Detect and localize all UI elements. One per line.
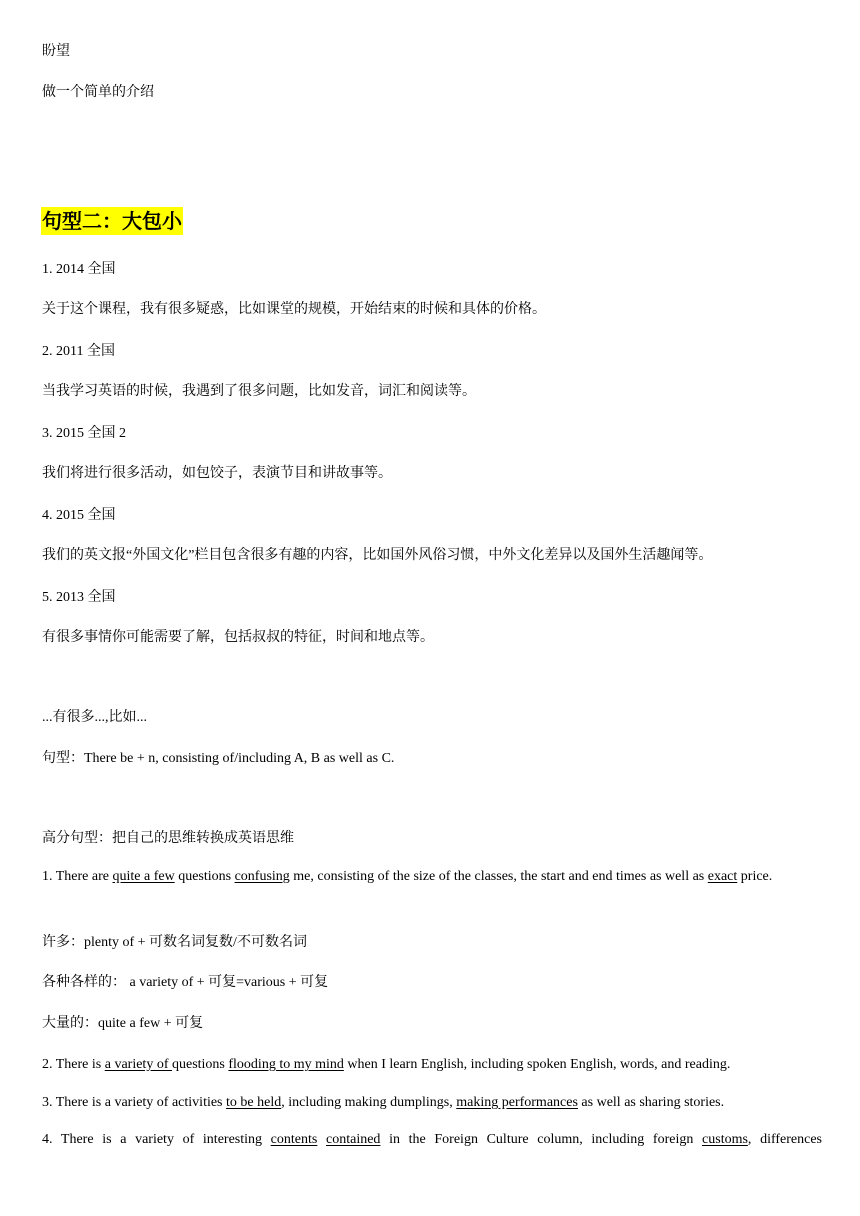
- underlined-phrase: to be held: [226, 1095, 282, 1110]
- example-text: 有很多事情你可能需要了解，包括叔叔的特征，时间和地点等。: [42, 630, 434, 645]
- example-source: 5. 2013 全国: [42, 590, 116, 605]
- example-sentence-1: 1. There are quite a few questions confusing me, consisting of the size of the classes, the start and end times as well as exact price.: [42, 869, 773, 884]
- text-line: 做一个简单的介绍: [42, 85, 154, 100]
- underlined-phrase: making performances: [456, 1095, 578, 1110]
- vocab-line: 大量的：quite a few + 可复: [42, 1016, 204, 1031]
- underlined-phrase: customs: [702, 1132, 748, 1147]
- example-sentence-3: 3. There is a variety of activities to be held, including making dumplings, making performances as well as sharing stories.: [42, 1095, 725, 1110]
- pattern-structure: 句型：There be + n, consisting of/including A, B as well as C.: [42, 751, 395, 766]
- text-line: 盼望: [42, 44, 70, 59]
- underlined-phrase: quite a few: [112, 869, 175, 884]
- underlined-phrase: contained: [326, 1132, 381, 1147]
- vocab-line: 许多：plenty of + 可数名词复数/不可数名词: [42, 935, 307, 950]
- section-heading: 句型二：大包小: [42, 209, 182, 233]
- underlined-phrase: flooding to my mind: [228, 1057, 344, 1072]
- advanced-title: 高分句型：把自己的思维转换成英语思维: [42, 831, 294, 846]
- underlined-phrase: exact: [707, 869, 738, 884]
- example-sentence-2: 2. There is a variety of questions flooding to my mind when I learn English, including spoken English, words, and reading.: [42, 1057, 731, 1072]
- underlined-phrase: confusing: [234, 869, 290, 884]
- underlined-phrase: contents: [270, 1132, 318, 1147]
- vocab-line: 各种各样的： a variety of + 可复=various + 可复: [42, 975, 329, 990]
- example-source: 1. 2014 全国: [42, 262, 116, 277]
- pattern-meaning: ...有很多...,比如...: [42, 710, 147, 725]
- underlined-phrase: a variety of: [104, 1057, 172, 1072]
- example-text: 我们将进行很多活动，如包饺子，表演节目和讲故事等。: [42, 466, 392, 481]
- example-text: 当我学习英语的时候，我遇到了很多问题，比如发音，词汇和阅读等。: [42, 384, 476, 399]
- example-sentence-4: 4. There is a variety of interesting contents contained in the Foreign Culture column, including foreign customs, differences: [42, 1132, 823, 1147]
- example-text: 我们的英文报“外国文化”栏目包含很多有趣的内容，比如国外风俗习惯，中外文化差异以及国外生活趣闻等。: [42, 548, 713, 563]
- example-source: 3. 2015 全国 2: [42, 426, 126, 441]
- example-source: 4. 2015 全国: [42, 508, 116, 523]
- example-source: 2. 2011 全国: [42, 344, 115, 359]
- example-text: 关于这个课程，我有很多疑惑，比如课堂的规模，开始结束的时候和具体的价格。: [42, 302, 546, 317]
